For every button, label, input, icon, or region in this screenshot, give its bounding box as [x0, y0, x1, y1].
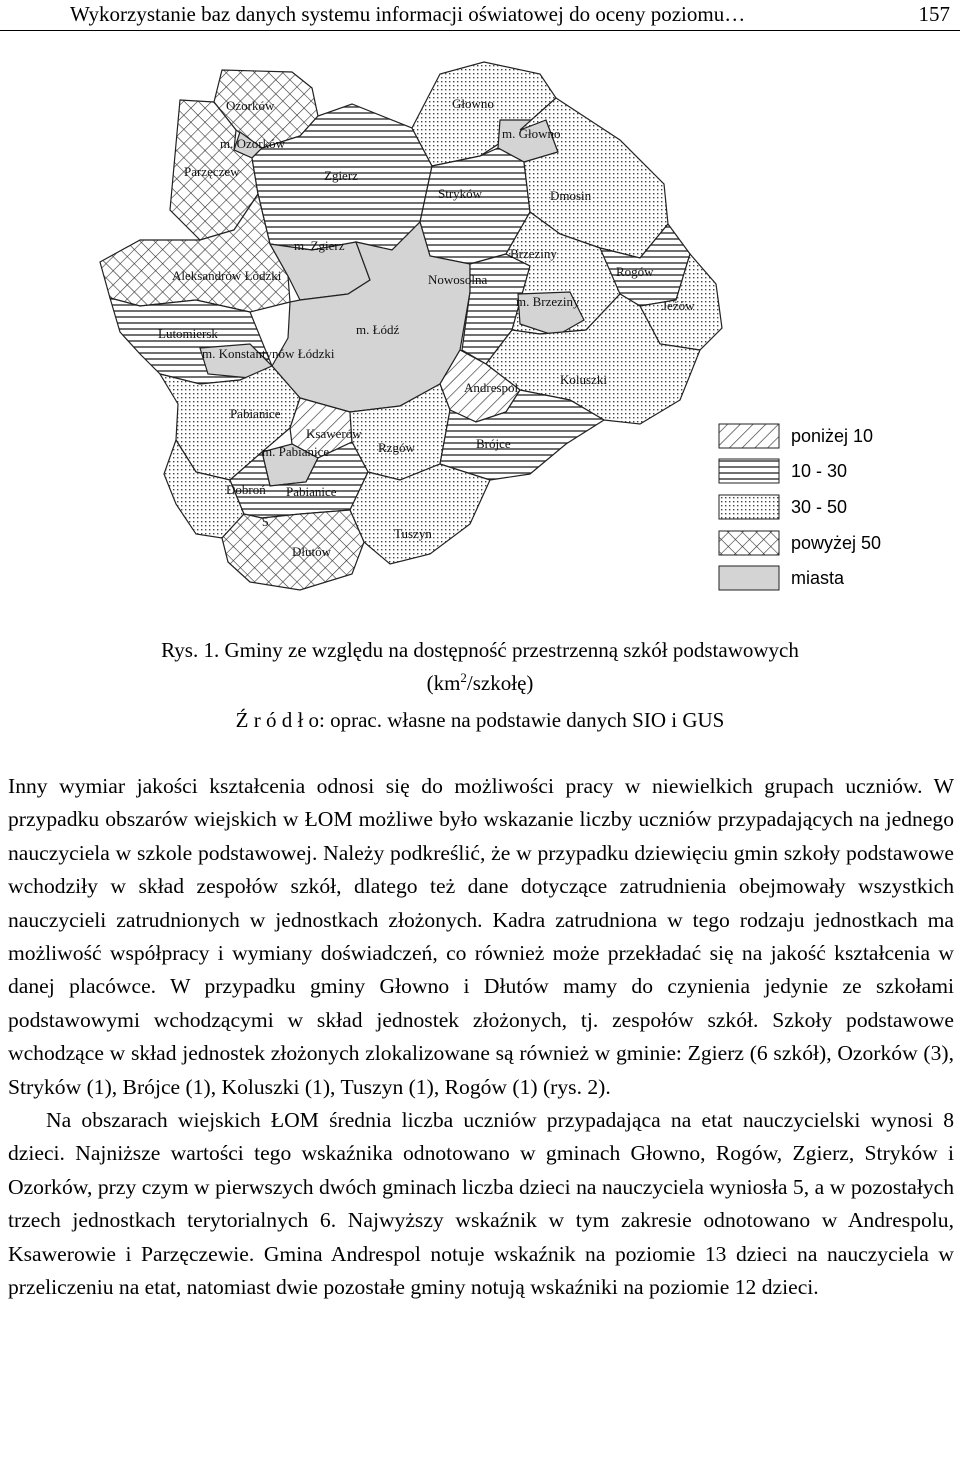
label-m-glowno: m. Głowno [502, 126, 561, 141]
label-andrespol: Andrespol [464, 380, 519, 395]
label-m-konstantynow: m. Konstantynów Łódzki [202, 346, 335, 361]
label-m-lodz: m. Łódź [356, 322, 400, 337]
label-m-ozorkow: m. Ozorków [220, 136, 285, 151]
legend-swatch-dots [719, 495, 779, 519]
label-rogow: Rogów [616, 264, 654, 279]
paragraph-1: Inny wymiar jakości kształcenia odnosi się do możliwości pracy w niewielkich grupach uczniów. W przypadku obszarów wiejskich w ŁOM możliwe było wskazanie liczby uczniów przypadających na jednego nauczyciela w szkole podstawowej. Należy podkreślić, że w przypadku dziewięciu gmin szkoły podstawowe wchodziły w skład zespołów szkół, dlatego też dane dotyczące zatrudnienia obejmowały wszystkich nauczycieli zatrudnionych w jednostkach złożonych. Kadra zatrudniona w tego rodzaju jednostkach ma możliwość współpracy i wymiany doświadczeń, co również może przekładać się na jakość kształcenia w danej placówce. W przypadku gminy Głowno i Dłutów mamy do czynienia jedynie ze szkołami podstawowymi wchodzącymi w skład jednostek złożonych, tj. zespołów szkół. Szkoły podstawowe wchodzące w skład jednostek złożonych zlokalizowane są również w gminie: Zgierz (6 szkół), Ozorków (3), Stryków (1), Brójce (1), Koluszki (1), Tuszyn (1), Rogów (1) (rys. 2). [8, 774, 954, 1099]
legend-label-dots: 30 - 50 [791, 497, 848, 517]
label-koluszki: Koluszki [560, 372, 607, 387]
label-dlutow: Dłutów [292, 544, 331, 559]
legend-swatch-diagonal [719, 424, 779, 448]
label-rzgow: Rzgów [378, 440, 415, 455]
label-aleksandrow: Aleksandrów Łódzki [172, 268, 282, 283]
label-tuszyn: Tuszyn [394, 526, 432, 541]
label-brojce: Brójce [476, 436, 511, 451]
map-figure [0, 44, 960, 640]
body-text [8, 770, 954, 1305]
label-jezow: Jeżów [662, 298, 695, 313]
label-glowno: Głowno [452, 96, 494, 111]
legend-swatch-crosshatch [719, 531, 779, 555]
choropleth-map [0, 44, 960, 640]
running-title: Wykorzystanie baz danych systemu informacji oświatowej do oceny poziomu… [70, 2, 746, 26]
label-m-pabianice: m. Pabianice [262, 444, 330, 459]
map-legend [719, 424, 881, 590]
label-dmosin: Dmosin [550, 188, 592, 203]
label-pabianice-south: Pabianice [286, 484, 337, 499]
legend-label-gray: miasta [791, 568, 845, 588]
label-brzeziny: Brzeziny [510, 246, 557, 261]
label-strykow: Stryków [438, 186, 483, 201]
legend-swatch-gray [719, 566, 779, 590]
legend-label-crosshatch: powyżej 50 [791, 533, 882, 553]
label-zgierz: Zgierz [324, 168, 358, 183]
label-dobron: Dobroń [226, 482, 266, 497]
label-mark-5: 5 [262, 514, 269, 529]
label-lutomiersk: Lutomiersk [158, 326, 218, 341]
legend-swatch-horizontal [719, 459, 779, 483]
label-nowosolna: Nowosolna [428, 272, 488, 287]
figure-caption [0, 636, 960, 697]
label-parzeczew: Parzęczew [184, 164, 240, 179]
caption-line-1: Rys. 1. Gminy ze względu na dostępność przestrzenną szkół podstawowych [161, 638, 799, 662]
label-pabianice: Pabianice [230, 406, 281, 421]
legend-label-horizontal: 10 - 30 [791, 461, 848, 481]
legend-label-diagonal: poniżej 10 [791, 426, 874, 446]
paragraph-2: Na obszarach wiejskich ŁOM średnia liczba uczniów przypadająca na etat nauczycielski wynosi 8 dzieci. Najniższe wartości tego wskaźnika odnotowano w gminach Głowno, Rogów, Zgierz, Stryków i Ozorków, przy czym w pierwszych dwóch gminach liczba dzieci na nauczyciela wyniosła 5, a w pozostałych trzech jednostkach terytorialnych 6. Najwyższy wskaźnik w tym zakresie odnotowano w Andrespolu, Ksawerowie i Parzęczewie. Gmina Andrespol notuje wskaźnik na poziomie 13 dzieci na nauczyciela w przeliczeniu na etat, natomiast dwie pozostałe gminy notują wskaźniki na poziomie 12 dzieci. [8, 1108, 954, 1300]
label-ozorkow: Ozorków [226, 98, 275, 113]
label-m-brzeziny: m. Brzeziny [516, 294, 580, 309]
figure-source: Ź r ó d ł o: oprac. własne na podstawie danych SIO i GUS [235, 708, 725, 732]
label-ksawerow: Ksawerów [306, 426, 362, 441]
running-head [0, 0, 960, 31]
caption-line-2: $(km^2/szkołę)$ [426, 670, 534, 695]
page-number: 157 [918, 2, 950, 26]
label-m-zgierz: m. Zgierz [294, 238, 345, 253]
region-tuszyn [350, 464, 490, 564]
